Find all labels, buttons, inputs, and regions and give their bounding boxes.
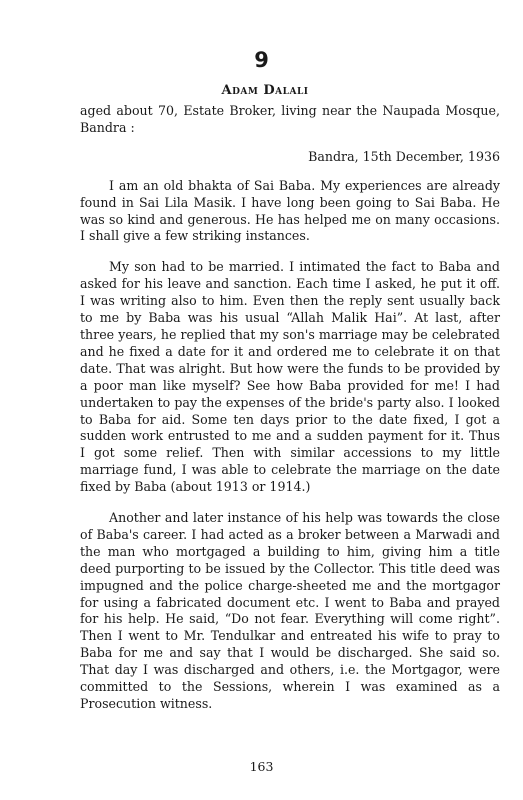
paragraph-2: My son had to be married. I intimated the fact to Baba and asked for his leave and sanction. Each time I asked, he put it off. I was writing also to him. Even then the reply sent usually back to me by Baba was his usual “Allah Malik Hai”. At last, after three years, he replied that my son's marriage may be celebrated and he fixed a date for it and ordered me to celebrate it on that date. That was alright. But how were the funds to be provided by a poor man like myself? See how Baba provided for me! I had undertaken to pay the expenses of the bride's party also. I looked to Baba for aid. Some ten days prior to the date fixed, I got a sudden work entrusted to me and a sudden payment for it. Thus I got some relief. Then with similar accessions to my little marriage fund, I was able to celebrate the marriage on the date fixed by Baba (about 1913 or 1914.) [80, 259, 500, 495]
dateline: Bandra, 15th December, 1936 [308, 148, 500, 164]
chapter-number: 9 [254, 48, 269, 72]
intro-line: aged about 70, Estate Broker, living near the Naupada Mosque, Bandra : [80, 103, 500, 135]
chapter-title: Adam Dalali [221, 83, 309, 98]
body-text [80, 103, 500, 713]
paragraph-1: I am an old bhakta of Sai Baba. My experiences are already found in Sai Lila Masik. I have long been going to Sai Baba. He was so kind and generous. He has helped me on many occasions. I shall give a few striking instances. [80, 177, 500, 244]
page-number: 163 [249, 759, 274, 774]
paragraph-3: Another and later instance of his help was towards the close of Baba's career. I had acted as a broker between a Marwadi and the man who mortgaged a building to him, giving him a title deed purporting to be issued by the Collector. This title deed was impugned and the police charge-sheeted me and the mortgagor for using a fabricated document etc. I went to Baba and prayed for his help. He said, “Do not fear. Everything will come right”. Then I went to Mr. Tendulkar and entreated his wife to pray to Baba for me and say that I would be discharged. She said so. That day I was discharged and others, i.e. the Mortgagor, were committed to the Sessions, wherein I was examined as a Prosecution witness. [80, 510, 500, 711]
